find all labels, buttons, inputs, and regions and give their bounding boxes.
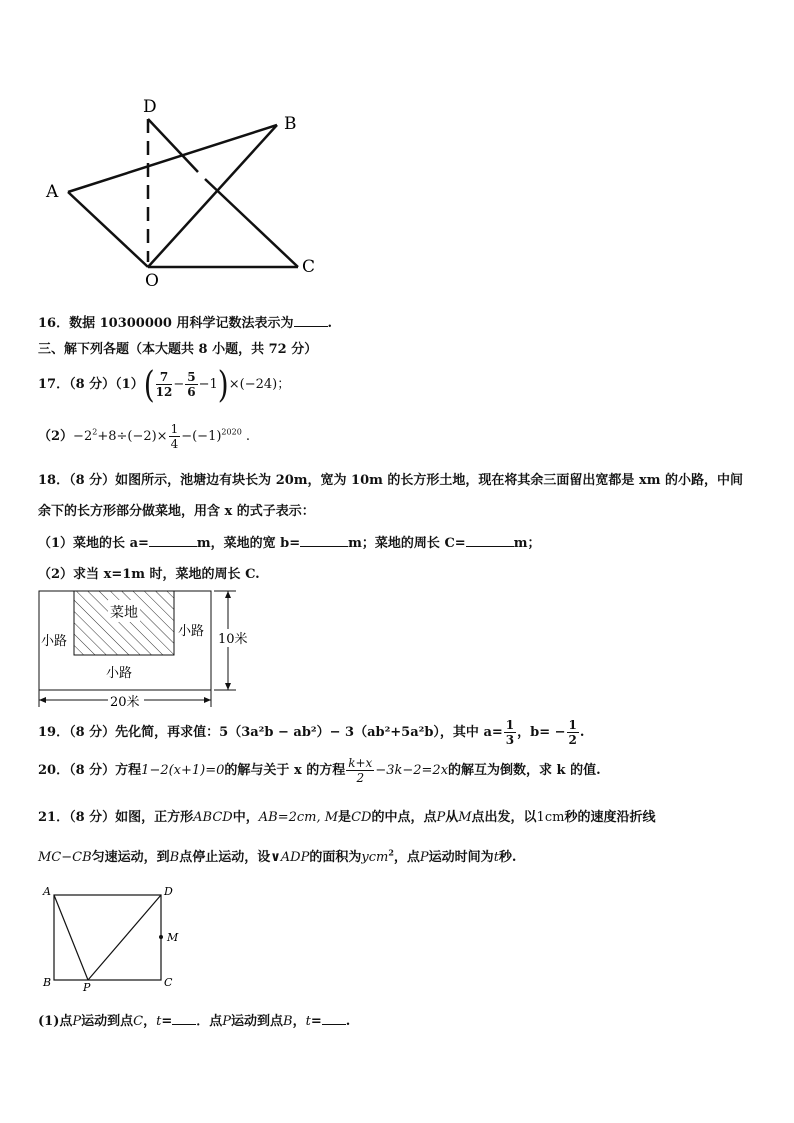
question-21-line2: MC−CB匀速运动，到B点停止运动，设∨ADP的面积为ycm$^2$，点P运动时间为t秒.: [38, 847, 517, 865]
question-17-part1: 17．（8 分）（1）( $\frac{7}{12}$ − $\frac{5}{6}$ −1)×(−24)；: [38, 363, 291, 406]
label-C: C: [164, 976, 173, 989]
question-17-part2: $(2)-2^2+8\div(-2)\times$ $\frac{1}{4}$ $-(-1)^{2020}$ .: [38, 422, 251, 451]
label-P: P: [83, 981, 91, 994]
square-figure: [40, 884, 200, 994]
geometry-figure-1: [40, 92, 340, 292]
question-21-line1: 21．（8 分）如图，正方形ABCD中，AB=2cm, M是CD的中点，点P从M点出发，以1cm秒的速度沿折线: [38, 810, 656, 825]
question-21-part1: (1)点P运动到点C，t= ．点P运动到点B，t= .: [38, 1014, 351, 1029]
question-18-line3: （1）菜地的长 a= m，菜地的宽 b= m；菜地的周长 C= m；: [38, 536, 541, 551]
label-C: C: [302, 257, 316, 277]
question-18-line1: 18．（8 分）如图所示，池塘边有块长为 20m，宽为 10m 的长方形土地，现在将其余三面留出宽都是 xm 的小路，中间: [38, 473, 743, 488]
label-O: O: [145, 271, 159, 291]
question-16: 16．数据 10300000 用科学记数法表示为 .: [38, 316, 333, 331]
label-A: A: [43, 885, 51, 898]
garden-label: 菜地: [110, 605, 138, 621]
question-20: 20．（8 分）方程1−2(x+1)=0的解与关于 x 的方程 $\frac{k+x}{2}$ −3k−2=2x的解互为倒数，求 k 的值.: [38, 756, 601, 785]
length-label: 20米: [110, 695, 140, 710]
road-left-label: 小路: [41, 634, 68, 649]
question-19: 19．（8 分）先化简，再求值：5（3a²b − ab²）− 3（ab²+5a²b），其中 a= $\frac{1}{3}$ ，b= − $\frac{1}{2}$ .: [38, 718, 585, 747]
question-18-line4: （2）求当 x=1m 时，菜地的周长 C.: [38, 567, 260, 582]
label-M: M: [167, 931, 179, 944]
label-A: A: [46, 182, 59, 202]
width-label: 10米: [218, 632, 248, 647]
label-B: B: [284, 114, 297, 134]
section-heading: 三、解下列各题（本大题共 8 小题，共 72 分）: [38, 342, 318, 357]
road-right-label: 小路: [178, 624, 205, 639]
label-B: B: [43, 976, 52, 989]
garden-figure: [36, 585, 256, 710]
label-D: D: [164, 885, 173, 898]
question-18-line2: 余下的长方形部分做菜地，用含 x 的式子表示：: [38, 504, 315, 519]
label-D: D: [143, 97, 157, 117]
road-bottom-label: 小路: [106, 666, 133, 681]
